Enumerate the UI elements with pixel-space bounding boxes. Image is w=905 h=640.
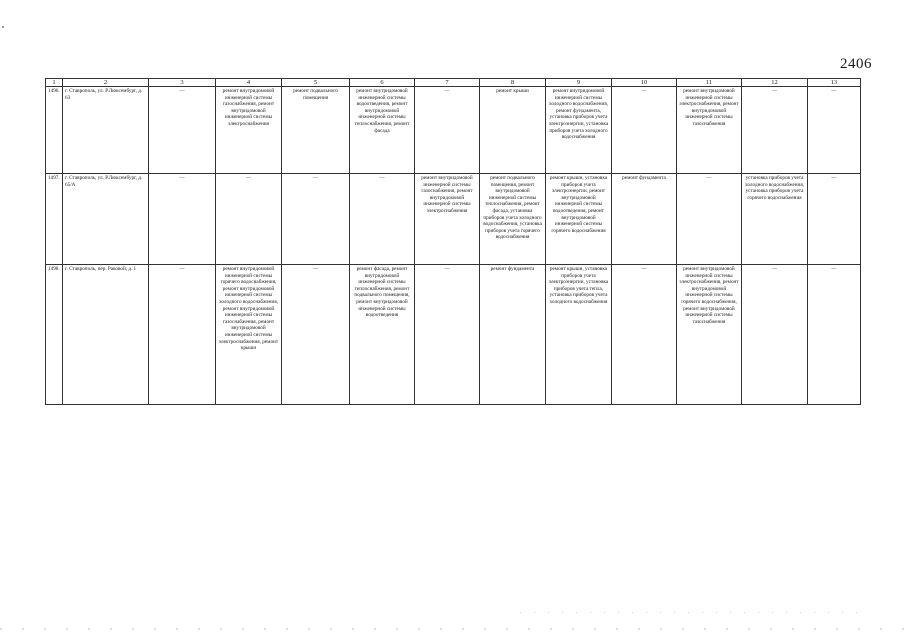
table-cell: ремонт фундамента — [612, 174, 677, 265]
column-header: 6 — [350, 79, 415, 87]
repair-schedule-table — [45, 78, 861, 405]
table-cell: — — [350, 174, 415, 265]
table-cell: — — [808, 174, 861, 265]
table-cell: — — [216, 174, 282, 265]
table-cell: ремонт внутридомовой инженерной системы газоснабжения, ремонт внутридомовой инженерной системы электроснабжения — [216, 87, 282, 174]
table-row — [46, 87, 861, 174]
row-number: 1498. — [46, 265, 63, 405]
table-cell: ремонт подвального помещения — [282, 87, 350, 174]
column-header: 2 — [63, 79, 149, 87]
column-header: 4 — [216, 79, 282, 87]
column-header: 7 — [415, 79, 480, 87]
table-cell: ремонт фасада, ремонт внутридомовой инженерной системы теплоснабжения, ремонт подвального помещения, ремонт внутридомовой инженерной системы водоотведения — [350, 265, 415, 405]
address-cell: г. Ставрополь, ул. Р.Люксембург, д. 63 — [63, 87, 149, 174]
table-cell: ремонт внутридомовой инженерной системы электроснабжения, ремонт внутридомовой инженерной системы газоснабжения — [677, 87, 742, 174]
table-cell: — — [149, 174, 216, 265]
scan-speck — [2, 26, 4, 28]
table-cell: — — [808, 87, 861, 174]
table-cell: ремонт крыши, установка приборов учета электроэнергии, ремонт внутридомовой инженерной системы водоотведения, ремонт внутридомовой инженерной системы горячего водоснабжения — [546, 174, 612, 265]
table-cell: — — [415, 87, 480, 174]
table-cell: ремонт подвального помещения, ремонт внутридомовой инженерной системы теплоснабжения, ремонт фасада, установка приборов учета холодного водоснабжения, установка приборов учета горячего водоснабжения — [480, 174, 546, 265]
table-cell: — — [612, 87, 677, 174]
table-cell: ремонт внутридомовой инженерной системы водоотведения, ремонт внутридомовой инженерной системы теплоснабжения, ремонт фасада — [350, 87, 415, 174]
column-header: 11 — [677, 79, 742, 87]
table-cell: — — [742, 265, 808, 405]
table-cell: ремонт внутридомовой инженерной системы газоснабжения, ремонт внутридомовой инженерной системы электроснабжения — [415, 174, 480, 265]
table-cell: ремонт внутридомовой инженерной системы электроснабжения, ремонт внутридомовой инженерной системы горячего водоснабжения, ремонт внутридомовой инженерной системы газоснабжения — [677, 265, 742, 405]
table-cell: ремонт внутридомовой инженерной системы горячего водоснабжения, ремонт внутридомовой инженерной системы холодного водоснабжения, ремонт внутридомовой инженерной системы газоснабжения, ремонт внутридомовой инженерной системы электроснабжения, ремонт крыши — [216, 265, 282, 405]
table-cell: установка приборов учета холодного водоснабжения, установка приборов учета горячего водоснабжения — [742, 174, 808, 265]
column-header: 1 — [46, 79, 63, 87]
column-header: 3 — [149, 79, 216, 87]
row-number: 1496. — [46, 87, 63, 174]
row-number: 1497. — [46, 174, 63, 265]
table-cell: — — [149, 87, 216, 174]
address-cell: г. Ставрополь, ул. Р.Люксембург, д. 65/А — [63, 174, 149, 265]
page-number: 2406 — [840, 56, 872, 72]
column-header: 12 — [742, 79, 808, 87]
table-cell: — — [415, 265, 480, 405]
table-cell: — — [282, 174, 350, 265]
table-row — [46, 265, 861, 405]
table-cell: — — [612, 265, 677, 405]
column-header: 9 — [546, 79, 612, 87]
table-cell: — — [149, 265, 216, 405]
table-cell: ремонт фундамента — [480, 265, 546, 405]
table-cell: ремонт крыши — [480, 87, 546, 174]
table-cell: — — [742, 87, 808, 174]
header-row — [46, 79, 861, 87]
column-header: 10 — [612, 79, 677, 87]
column-header: 8 — [480, 79, 546, 87]
table-cell: — — [808, 265, 861, 405]
table-cell: ремонт внутридомовой инженерной системы холодного водоснабжения, ремонт фундамента, установка приборов учета электроэнергии, установка приборов учета холодного водоснабжения — [546, 87, 612, 174]
table-cell: — — [282, 265, 350, 405]
address-cell: г. Ставрополь, пер. Раковой, д. 1 — [63, 265, 149, 405]
table-cell: ремонт крыши, установка приборов учета электроэнергии, установка приборов учета тепла, установка приборов учета холодного водоснабжения — [546, 265, 612, 405]
column-header: 5 — [282, 79, 350, 87]
column-header: 13 — [808, 79, 861, 87]
table-row — [46, 174, 861, 265]
table-cell: — — [677, 174, 742, 265]
scan-noise — [520, 612, 860, 613]
scan-noise — [0, 628, 905, 630]
